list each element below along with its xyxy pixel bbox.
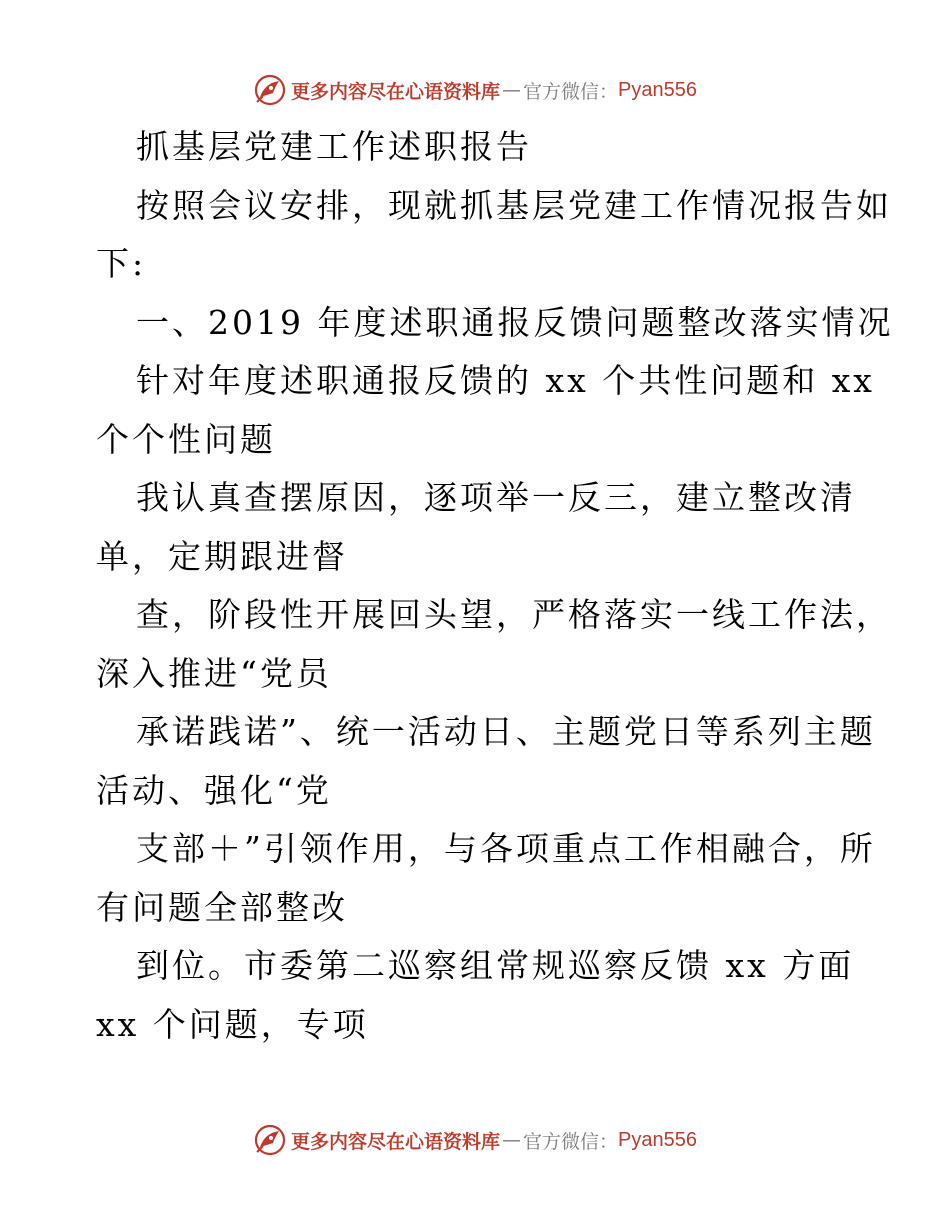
watermark-wechat-id: Pyan556 — [618, 1128, 697, 1151]
pen-nib-logo-icon — [253, 1123, 287, 1157]
text-line: 查，阶段性开展回头望，严格落实一线工作法， — [136, 595, 892, 634]
text-line: xx 个问题，专项 — [96, 1004, 369, 1044]
watermark-official-label: 官方微信： — [523, 80, 619, 103]
text-line: 有问题全部整改 — [96, 887, 348, 927]
watermark-wechat-id: Pyan556 — [618, 78, 697, 101]
text-line: 深入推进“党员 — [96, 653, 332, 693]
watermark-separator: — — [502, 79, 522, 101]
text-line: 支部＋”引领作用，与各项重点工作相融合，所 — [136, 829, 876, 868]
document-title: 抓基层党建工作述职报告 — [136, 127, 532, 166]
text-line: 下: — [96, 244, 147, 283]
pen-nib-logo-icon — [253, 73, 287, 107]
footer-watermark — [0, 1122, 950, 1158]
section-heading: 一、2019 年度述职通报反馈问题整改落实情况 — [136, 302, 894, 342]
text-line: 单，定期跟进督 — [96, 536, 348, 576]
watermark-separator: — — [502, 1129, 522, 1151]
text-line: 承诺践诺”、统一活动日、主题党日等系列主题 — [136, 712, 876, 751]
text-line: 我认真查摆原因，逐项举一反三，建立整改清 — [136, 478, 856, 517]
header-watermark — [0, 72, 950, 108]
watermark-official-label: 官方微信： — [523, 1130, 619, 1153]
text-line: 活动、强化“党 — [96, 770, 332, 810]
text-line: 按照会议安排，现就抓基层党建工作情况报告如 — [136, 185, 892, 225]
watermark-brand-text: 更多内容尽在心语资料库 — [291, 80, 501, 103]
text-line: 针对年度述职通报反馈的 xx 个共性问题和 xx — [136, 361, 875, 400]
text-line: 个个性问题 — [96, 419, 276, 459]
text-line: 到位。市委第二巡察组常规巡察反馈 xx 方面 — [136, 946, 855, 985]
document-body — [96, 118, 894, 1054]
watermark-brand-text: 更多内容尽在心语资料库 — [291, 1130, 501, 1153]
